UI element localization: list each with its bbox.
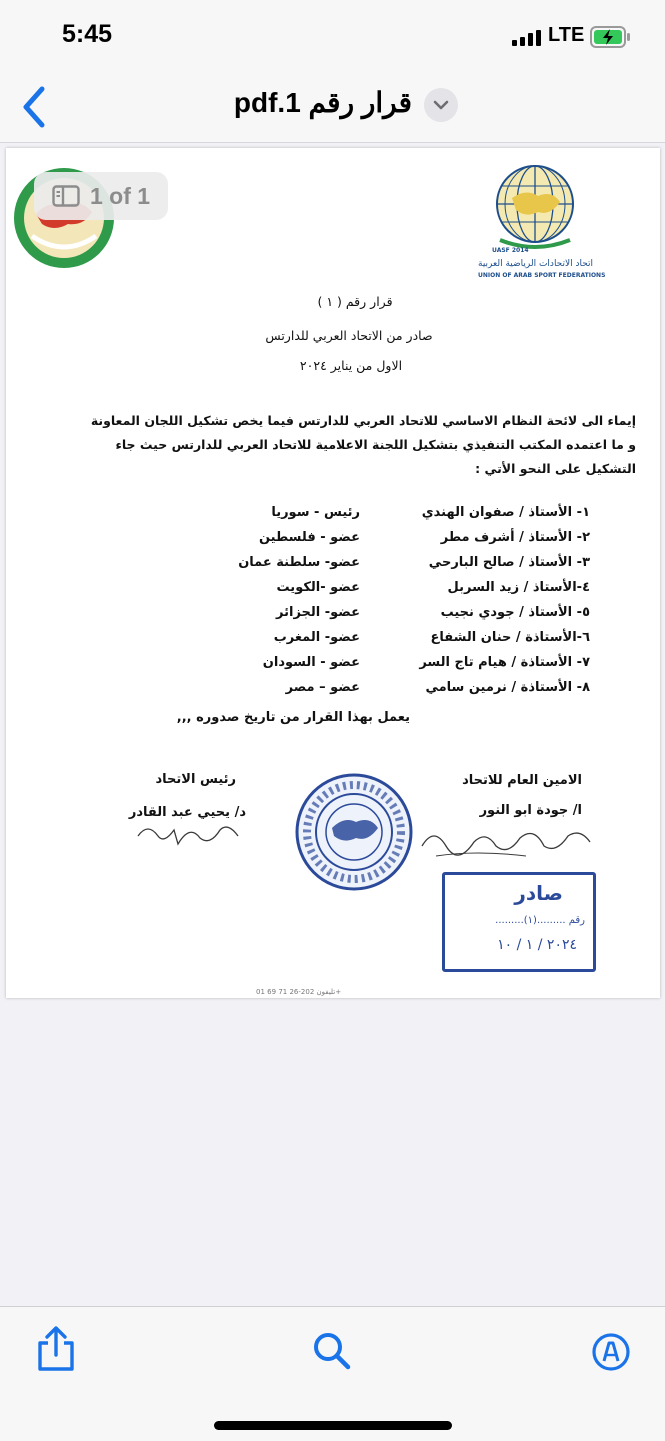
intro-line-1: إيماء الى لائحة النظام الاساسي للاتحاد العربي للدارتس فيما يخص تشكيل اللجان المعاونة: [90, 413, 636, 428]
org-name-english: UNION OF ARAB SPORT FEDERATIONS: [478, 272, 606, 279]
sidebar-icon: [52, 185, 80, 207]
issued-stamp: [442, 872, 596, 972]
decision-number: قرار رقم ( ١ ): [317, 294, 393, 309]
member-role: عضو -الكويت: [276, 580, 360, 595]
pdf-page[interactable]: [6, 148, 660, 998]
share-icon[interactable]: [34, 1325, 78, 1373]
org-year: UASF 2014: [492, 247, 529, 254]
effective-note: يعمل بهذا القرار من تاريخ صدوره ,,,: [176, 710, 410, 725]
network-label: LTE: [548, 24, 585, 46]
navigation-bar: [0, 72, 665, 143]
president-signature: [134, 816, 244, 850]
member-name: ٤-الأستاذ / زيد السربل: [447, 580, 590, 595]
intro-line-3: التشكيل على النحو الأتي :: [475, 461, 636, 476]
stamp-number: رقم .........(١).........: [495, 915, 585, 926]
markup-icon[interactable]: [590, 1331, 632, 1373]
president-title: رئيس الاتحاد: [155, 772, 236, 787]
member-name: ١- الأستاذ / صفوان الهندي: [421, 505, 590, 520]
stamp-issued-label: صادر: [514, 881, 563, 905]
president-name: د/ يحيي عبد القادر: [128, 805, 246, 820]
status-bar: [0, 0, 665, 72]
member-role: عضو- المغرب: [273, 630, 360, 645]
member-name: ٣- الأستاذ / صالح البارحي: [428, 555, 590, 570]
page-indicator: [34, 172, 168, 220]
intro-line-2: و ما اعتمده المكتب التنفيذي بتشكيل اللجنة الاعلامية للاتحاد العربي للدارتس حيث جاء: [115, 437, 636, 452]
footer-phone: تليفون 202-26 71 69 01+: [256, 988, 342, 996]
document-title[interactable]: قرار رقم 1.pdf: [233, 87, 412, 118]
battery-charging-icon: [590, 26, 632, 48]
official-round-stamp: [294, 772, 414, 892]
member-name: ٢- الأستاذ / أشرف مطر: [440, 530, 590, 545]
secretary-signature: [416, 816, 596, 866]
issued-by: صادر من الاتحاد العربي للدارتس: [265, 328, 433, 343]
search-icon[interactable]: [312, 1331, 352, 1371]
member-role: عضو - فلسطين: [258, 530, 360, 545]
member-name: ٦-الأستاذة / حنان الشفاع: [430, 630, 590, 645]
signal-icon: [512, 30, 542, 46]
member-name: ٨- الأستاذة / نرمين سامي: [425, 680, 590, 695]
member-role: رئيس - سوريا: [271, 505, 360, 520]
member-role: عضو- سلطنة عمان: [238, 555, 360, 570]
back-chevron-icon[interactable]: [20, 85, 50, 129]
decision-date: الاول من يناير ٢٠٢٤: [299, 358, 403, 373]
member-name: ٧- الأستاذة / هيام تاج السر: [419, 655, 590, 670]
page-indicator-label: 1 of 1: [90, 183, 151, 209]
secretary-general-name: ا/ جودة ابو النور: [479, 803, 582, 818]
stamp-date: ٢٠٢٤ / ١ / ١٠: [497, 937, 577, 953]
title-menu-button[interactable]: [424, 88, 458, 122]
org-name-arabic: اتحاد الاتحادات الرياضية العربية: [478, 259, 594, 269]
chevron-down-icon: [432, 97, 450, 113]
member-role: عضو – مصر: [285, 680, 360, 695]
secretary-general-title: الامين العام للاتحاد: [462, 773, 582, 788]
member-role: عضو - السودان: [262, 655, 360, 670]
member-name: ٥- الأستاذ / جودي نجيب: [440, 605, 590, 620]
bottom-toolbar: [0, 1306, 665, 1441]
uasf-globe-logo: [492, 162, 578, 252]
home-indicator: [214, 1421, 452, 1430]
status-time: 5:45: [62, 20, 113, 48]
member-role: عضو- الجزائر: [276, 605, 360, 620]
